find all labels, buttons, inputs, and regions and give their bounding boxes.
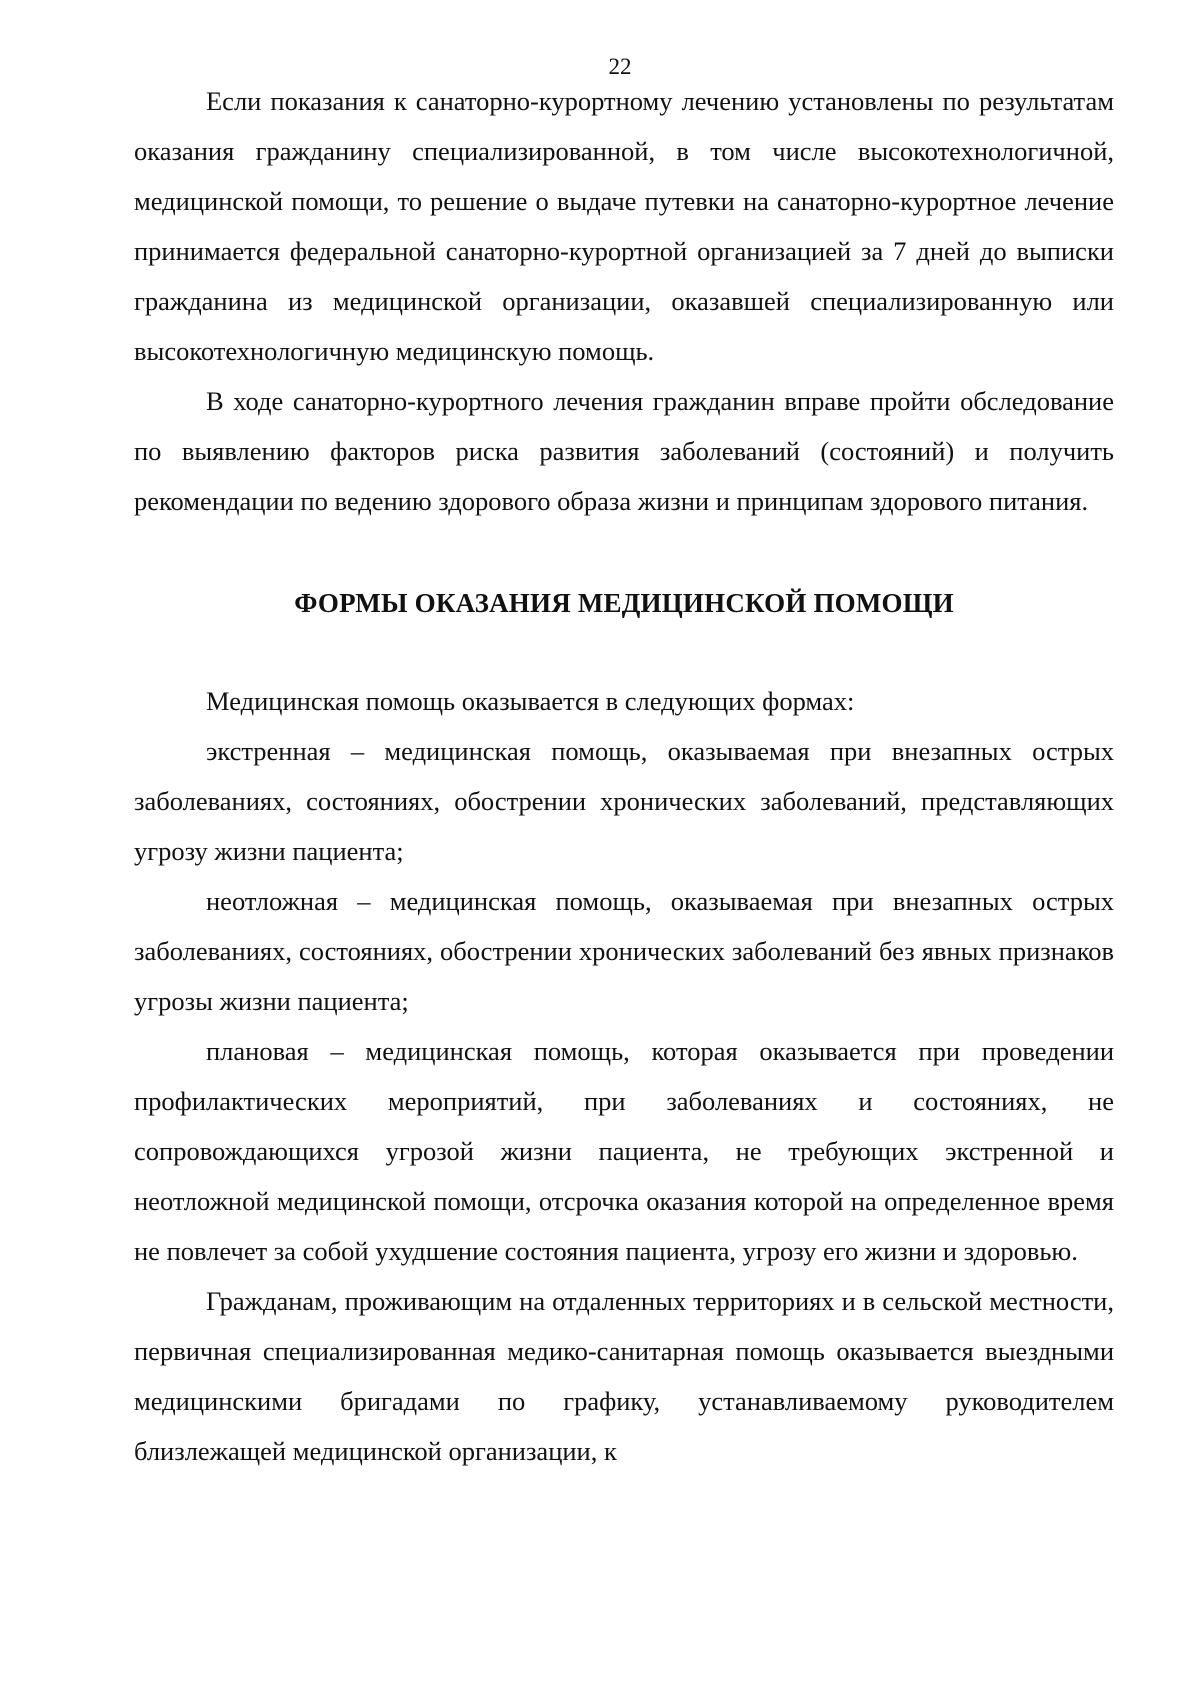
section-heading: ФОРМЫ ОКАЗАНИЯ МЕДИЦИНСКОЙ ПОМОЩИ — [294, 588, 954, 618]
paragraph-sanatorium-indications: Если показания к санаторно-курортному лечению установлены по результатам оказания гражданину специализированной, в том числе высокотехнологичной, медицинской помощи, то решение о выдаче путевки на санаторно-курортное лечение принимается федеральной санаторно-курортной организацией за 7 дней до выписки гражданина из медицинской организации, оказавшей специализированную или высокотехнологичную медицинскую помощь. — [134, 86, 1114, 366]
paragraph-rural-care: Гражданам, проживающим на отдаленных территориях и в сельской местности, первичная специализированная медико-санитарная помощь оказывается выездными медицинскими бригадами по графику, устанавливаемому руководителем близлежащей медицинской организации, к — [134, 1286, 1114, 1466]
paragraph-planned-form: плановая – медицинская помощь, которая оказывается при проведении профилактических мероприятий, при заболеваниях и состояниях, не сопровождающихся угрозой жизни пациента, не требующих экстренной и неотложной медицинской помощи, отсрочка оказания которой на определенное время не повлечет за собой ухудшение состояния пациента, угрозу его жизни и здоровью. — [134, 1036, 1114, 1266]
page-number: 22 — [608, 54, 632, 79]
paragraph-forms-intro: Медицинская помощь оказывается в следующих формах: — [206, 686, 855, 716]
document-body — [134, 76, 1114, 1476]
paragraph-sanatorium-examination: В ходе санаторно-курортного лечения гражданин вправе пройти обследование по выявлению факторов риска развития заболеваний (состояний) и получить рекомендации по ведению здорового образа жизни и принципам здорового питания. — [134, 386, 1114, 516]
paragraph-urgent-form: неотложная – медицинская помощь, оказываемая при внезапных острых заболеваниях, состояниях, обострении хронических заболеваний без явных признаков угрозы жизни пациента; — [134, 886, 1114, 1016]
paragraph-emergency-form: экстренная – медицинская помощь, оказываемая при внезапных острых заболеваниях, состояниях, обострении хронических заболеваний, представляющих угрозу жизни пациента; — [134, 736, 1114, 866]
